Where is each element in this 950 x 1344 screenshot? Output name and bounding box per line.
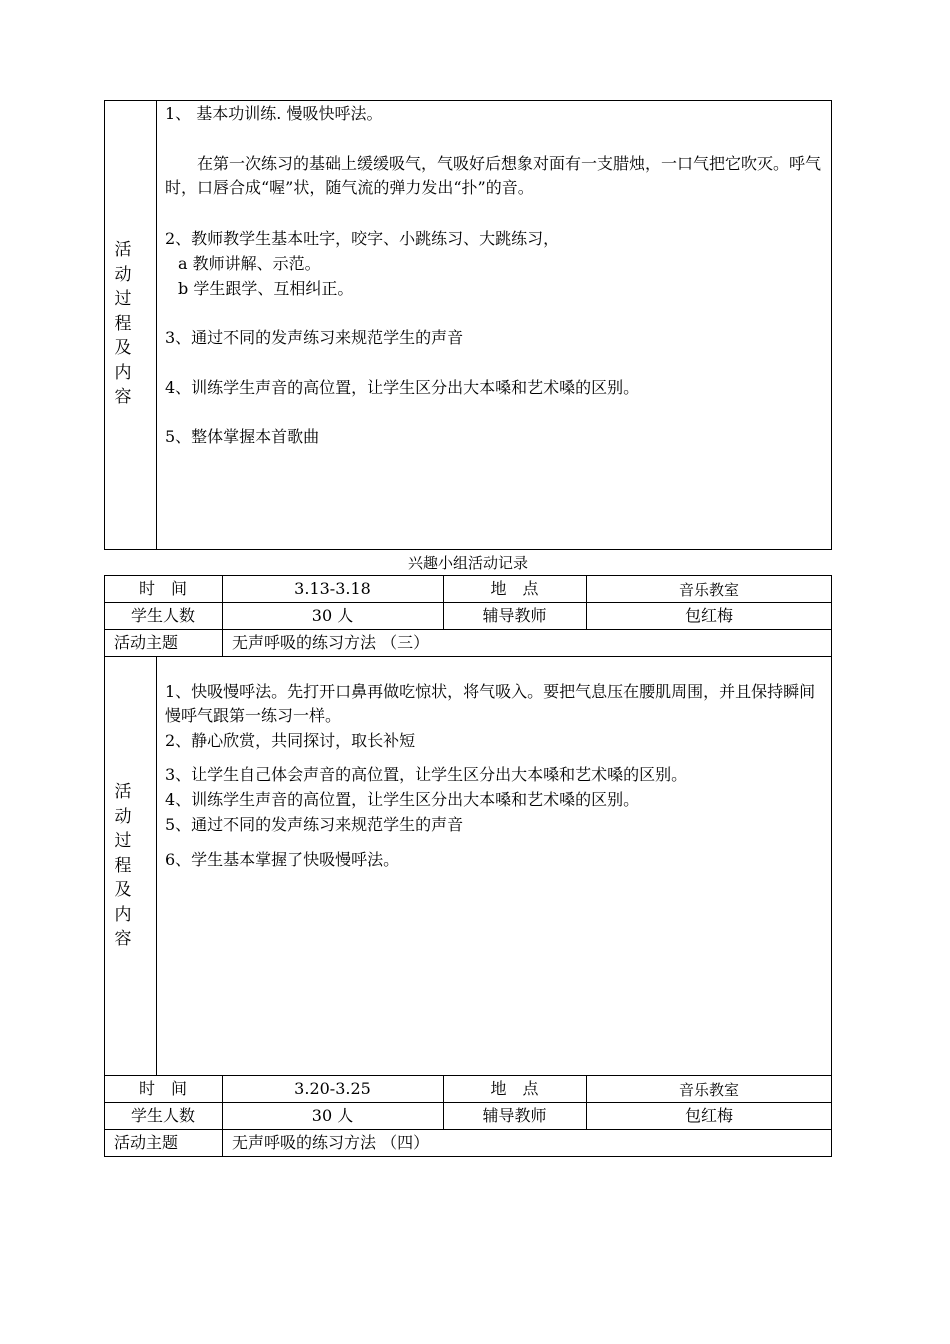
- r1-item5: 5、通过不同的发声练习来规范学生的声音: [165, 815, 464, 834]
- side-char: 程: [114, 313, 132, 334]
- r2-place-label: 地 点: [490, 1079, 539, 1098]
- side-char: 及: [114, 338, 132, 358]
- col-divider: [156, 656, 157, 1076]
- r1-time-label: 时 间: [138, 579, 187, 598]
- r1-teacher-label: 辅导教师: [482, 606, 547, 625]
- r1-item1: 1、快吸慢呼法。先打开口鼻再做吃惊状，将气吸入。要把气息压在腰肌周围，并且保持瞬间慢呼气跟第一练习一样。: [165, 682, 816, 725]
- r2-theme-label: 活动主题: [114, 1133, 179, 1152]
- side-char: 程: [114, 855, 132, 876]
- r1-time-value: 3.13-3.18: [294, 579, 371, 598]
- r2-theme-value: 无声呼吸的练习方法 （四）: [232, 1133, 430, 1152]
- record-title: 兴趣小组活动记录: [407, 554, 528, 572]
- side-char: 内: [114, 904, 132, 925]
- side-char: 动: [114, 264, 132, 285]
- r2-teacher-value: 包红梅: [684, 1106, 733, 1125]
- r2-time-value: 3.20-3.25: [294, 1079, 371, 1098]
- r2-place-value: 音乐教室: [678, 1081, 739, 1099]
- r1-teacher-value: 包红梅: [684, 606, 733, 625]
- b1-item5: 5、整体掌握本首歌曲: [165, 427, 320, 446]
- side-label-1: [111, 238, 135, 410]
- side-label-2: [111, 780, 135, 952]
- r1-item4: 4、训练学生声音的高位置，让学生区分出大本嗓和艺术嗓的区别。: [165, 790, 640, 809]
- r1-place-value: 音乐教室: [678, 581, 739, 599]
- b1-item1: 1、 基本功训练. 慢吸快呼法。: [165, 104, 383, 123]
- r1-theme-label: 活动主题: [114, 633, 179, 652]
- b1-item2: 2、教师教学生基本吐字，咬字、小跳练习、大跳练习，: [165, 229, 560, 248]
- side-char: 及: [114, 880, 132, 900]
- row-divider: [104, 629, 832, 630]
- row-divider: [104, 1129, 832, 1130]
- r1-item2: 2、静心欣赏，共同探讨，取长补短: [165, 731, 416, 750]
- divider: [156, 100, 157, 550]
- r1-students-label: 学生人数: [130, 606, 195, 625]
- r1-item3: 3、让学生自己体会声音的高位置，让学生区分出大本嗓和艺术嗓的区别。: [165, 765, 688, 784]
- side-char: 过: [114, 289, 132, 309]
- side-char: 活: [114, 240, 132, 260]
- side-char: 活: [114, 782, 132, 802]
- r2-students-value: 30 人: [311, 1106, 354, 1125]
- b1-item2a: a 教师讲解、示范。: [178, 254, 321, 273]
- r1-students-value: 30 人: [311, 606, 354, 625]
- r1-place-label: 地 点: [490, 579, 539, 598]
- r1-item6: 6、学生基本掌握了快吸慢呼法。: [165, 850, 400, 869]
- r2-students-label: 学生人数: [130, 1106, 195, 1125]
- b1-item1-desc: 在第一次练习的基础上缓缓吸气，气吸好后想象对面有一支腊烛，一口气把它吹灭。呼气时，口唇合成“喔”状，随气流的弹力发出“扑”的音。: [165, 154, 822, 197]
- row-divider: [104, 602, 832, 603]
- r1-theme-value: 无声呼吸的练习方法 （三）: [232, 633, 430, 652]
- side-char: 过: [114, 831, 132, 851]
- side-char: 容: [114, 929, 132, 949]
- side-char: 内: [114, 362, 132, 383]
- r2-time-label: 时 间: [138, 1079, 187, 1098]
- side-char: 容: [114, 387, 132, 407]
- row-divider: [104, 1102, 832, 1103]
- r2-teacher-label: 辅导教师: [482, 1106, 547, 1125]
- row-divider: [104, 656, 832, 657]
- b1-item4: 4、训练学生声音的高位置，让学生区分出大本嗓和艺术嗓的区别。: [165, 378, 640, 397]
- b1-item2b: b 学生跟学、互相纠正。: [178, 279, 354, 298]
- side-char: 动: [114, 806, 132, 827]
- b1-item3: 3、通过不同的发声练习来规范学生的声音: [165, 328, 464, 347]
